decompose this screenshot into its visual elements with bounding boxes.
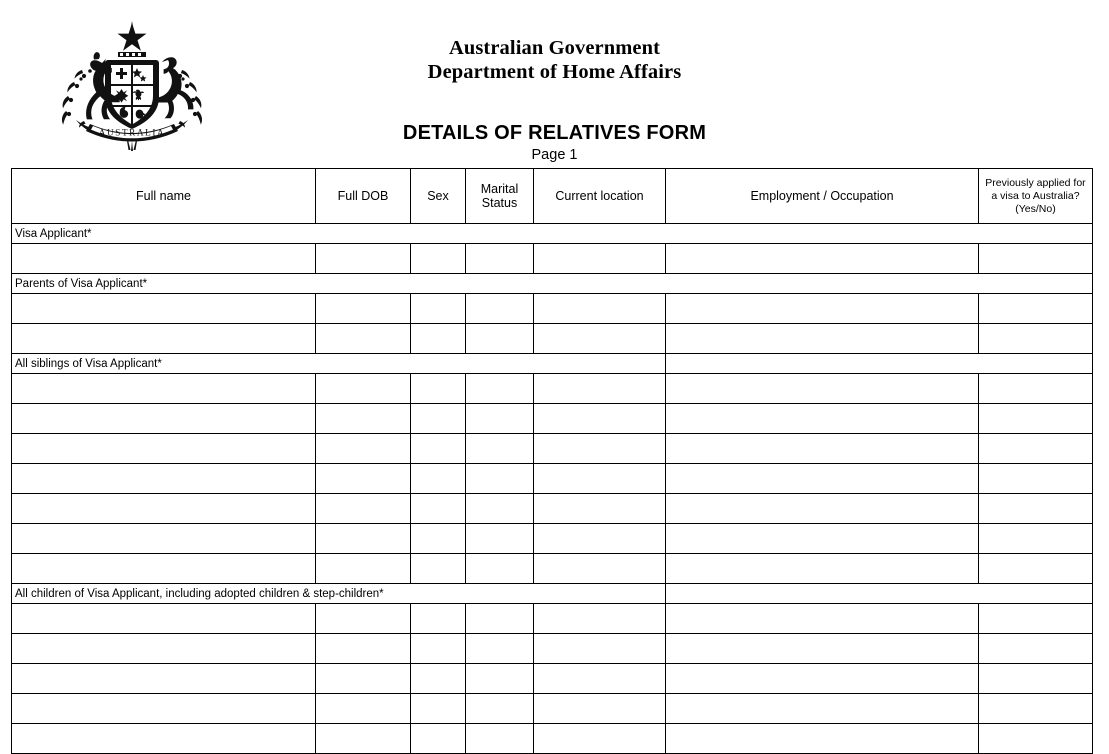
cell-current-location[interactable]: [534, 664, 666, 694]
cell-marital-status[interactable]: [466, 324, 534, 354]
section-header-row: [12, 584, 1093, 604]
section-shade-cell: [666, 354, 1093, 374]
cell-full-dob[interactable]: [316, 244, 411, 274]
column-header-marital-status: [466, 169, 534, 224]
cell-full-name[interactable]: [12, 604, 316, 634]
table-row: [12, 494, 1093, 524]
government-title-line1: Australian Government: [448, 37, 661, 59]
cell-full-dob[interactable]: [316, 724, 411, 754]
cell-sex[interactable]: [411, 324, 466, 354]
previously-applied-line3: (Yes/No): [1015, 202, 1056, 215]
cell-marital-status[interactable]: [466, 664, 534, 694]
cell-previously-applied[interactable]: [979, 494, 1093, 524]
table-row: [12, 374, 1093, 404]
cell-full-dob[interactable]: [316, 294, 411, 324]
column-header-previously-applied: [979, 169, 1093, 224]
cell-sex[interactable]: [411, 634, 466, 664]
cell-full-dob[interactable]: [316, 604, 411, 634]
cell-employment-occupation[interactable]: [666, 374, 979, 404]
cell-current-location[interactable]: [534, 324, 666, 354]
cell-full-dob[interactable]: [316, 434, 411, 464]
cell-current-location[interactable]: [534, 494, 666, 524]
cell-full-dob[interactable]: [316, 464, 411, 494]
cell-current-location[interactable]: [534, 294, 666, 324]
table-row: [12, 434, 1093, 464]
cell-full-dob[interactable]: [316, 694, 411, 724]
cell-full-name[interactable]: [12, 324, 316, 354]
cell-marital-status[interactable]: [466, 374, 534, 404]
cell-employment-occupation[interactable]: [666, 464, 979, 494]
cell-employment-occupation[interactable]: [666, 634, 979, 664]
cell-employment-occupation[interactable]: [666, 244, 979, 274]
cell-full-name[interactable]: [12, 724, 316, 754]
section-label: All siblings of Visa Applicant*: [12, 354, 666, 374]
cell-full-name[interactable]: [12, 554, 316, 584]
table-row: [12, 554, 1093, 584]
cell-full-name[interactable]: [12, 294, 316, 324]
cell-marital-status[interactable]: [466, 404, 534, 434]
table-header-row: [12, 169, 1093, 224]
cell-current-location[interactable]: [534, 434, 666, 464]
cell-sex[interactable]: [411, 494, 466, 524]
document-header: [0, 0, 1109, 163]
cell-previously-applied[interactable]: [979, 604, 1093, 634]
cell-previously-applied[interactable]: [979, 324, 1093, 354]
cell-previously-applied[interactable]: [979, 434, 1093, 464]
section-header-row: [12, 354, 1093, 374]
cell-employment-occupation[interactable]: [666, 404, 979, 434]
cell-full-dob[interactable]: [316, 374, 411, 404]
section-shade-cell: [666, 584, 1093, 604]
cell-full-dob[interactable]: [316, 634, 411, 664]
cell-marital-status[interactable]: [466, 494, 534, 524]
cell-sex[interactable]: [411, 244, 466, 274]
cell-employment-occupation[interactable]: [666, 694, 979, 724]
section-label: Visa Applicant*: [12, 224, 1093, 244]
cell-previously-applied[interactable]: [979, 464, 1093, 494]
cell-full-dob[interactable]: [316, 324, 411, 354]
table-row: [12, 634, 1093, 664]
table-row: [12, 464, 1093, 494]
cell-full-name[interactable]: [12, 524, 316, 554]
cell-marital-status[interactable]: [466, 294, 534, 324]
cell-sex[interactable]: [411, 604, 466, 634]
cell-employment-occupation[interactable]: [666, 294, 979, 324]
column-header-full-dob: Full DOB: [316, 169, 411, 224]
cell-sex[interactable]: [411, 664, 466, 694]
cell-current-location[interactable]: [534, 634, 666, 664]
cell-full-name[interactable]: [12, 464, 316, 494]
cell-full-name[interactable]: [12, 434, 316, 464]
cell-full-name[interactable]: [12, 664, 316, 694]
cell-marital-status[interactable]: [466, 604, 534, 634]
relatives-table-container: [11, 168, 1092, 754]
cell-marital-status[interactable]: [466, 524, 534, 554]
cell-previously-applied[interactable]: [979, 294, 1093, 324]
cell-employment-occupation[interactable]: [666, 554, 979, 584]
table-row: [12, 244, 1093, 274]
cell-previously-applied[interactable]: [979, 374, 1093, 404]
cell-full-dob[interactable]: [316, 524, 411, 554]
relatives-table-body: [12, 224, 1093, 754]
cell-current-location[interactable]: [534, 724, 666, 754]
cell-employment-occupation[interactable]: [666, 664, 979, 694]
cell-current-location[interactable]: [534, 464, 666, 494]
cell-marital-status[interactable]: [466, 244, 534, 274]
cell-employment-occupation[interactable]: [666, 434, 979, 464]
cell-sex[interactable]: [411, 694, 466, 724]
table-row: [12, 294, 1093, 324]
cell-employment-occupation[interactable]: [666, 604, 979, 634]
government-title: [0, 36, 1109, 84]
section-header-row: [12, 224, 1093, 244]
government-title-line2: Department of Home Affairs: [427, 61, 682, 83]
cell-current-location[interactable]: [534, 694, 666, 724]
column-header-full-name: Full name: [12, 169, 316, 224]
cell-sex[interactable]: [411, 554, 466, 584]
cell-employment-occupation[interactable]: [666, 524, 979, 554]
cell-full-dob[interactable]: [316, 554, 411, 584]
table-row: [12, 404, 1093, 434]
cell-sex[interactable]: [411, 724, 466, 754]
cell-previously-applied[interactable]: [979, 244, 1093, 274]
cell-full-dob[interactable]: [316, 404, 411, 434]
cell-previously-applied[interactable]: [979, 554, 1093, 584]
cell-previously-applied[interactable]: [979, 664, 1093, 694]
cell-current-location[interactable]: [534, 604, 666, 634]
cell-previously-applied[interactable]: [979, 724, 1093, 754]
cell-previously-applied[interactable]: [979, 634, 1093, 664]
cell-marital-status[interactable]: [466, 724, 534, 754]
table-row: [12, 664, 1093, 694]
column-header-employment-occupation: Employment / Occupation: [666, 169, 979, 224]
cell-current-location[interactable]: [534, 404, 666, 434]
table-row: [12, 324, 1093, 354]
cell-sex[interactable]: [411, 434, 466, 464]
cell-previously-applied[interactable]: [979, 694, 1093, 724]
table-row: [12, 524, 1093, 554]
cell-full-dob[interactable]: [316, 494, 411, 524]
cell-marital-status[interactable]: [466, 694, 534, 724]
section-label: Parents of Visa Applicant*: [12, 274, 1093, 294]
cell-current-location[interactable]: [534, 524, 666, 554]
cell-sex[interactable]: [411, 374, 466, 404]
cell-full-name[interactable]: [12, 374, 316, 404]
section-header-row: [12, 274, 1093, 294]
cell-full-name[interactable]: [12, 404, 316, 434]
cell-full-name[interactable]: [12, 694, 316, 724]
table-row: [12, 604, 1093, 634]
previously-applied-line2: a visa to Australia?: [991, 189, 1080, 202]
section-label: All children of Visa Applicant, including adopted children & step-children*: [12, 584, 666, 604]
cell-employment-occupation[interactable]: [666, 494, 979, 524]
page-title: DETAILS OF RELATIVES FORM: [402, 122, 707, 144]
cell-marital-status[interactable]: [466, 554, 534, 584]
coat-of-arms-scroll-text: AUSTRALIA: [98, 127, 166, 138]
cell-current-location[interactable]: [534, 244, 666, 274]
cell-sex[interactable]: [411, 294, 466, 324]
cell-marital-status[interactable]: [466, 434, 534, 464]
table-row: [12, 694, 1093, 724]
cell-sex[interactable]: [411, 404, 466, 434]
marital-status-line1: Marital: [480, 182, 519, 196]
column-header-current-location: Current location: [534, 169, 666, 224]
column-header-sex: Sex: [411, 169, 466, 224]
cell-current-location[interactable]: [534, 374, 666, 404]
cell-sex[interactable]: [411, 464, 466, 494]
cell-full-name[interactable]: [12, 634, 316, 664]
cell-previously-applied[interactable]: [979, 404, 1093, 434]
cell-previously-applied[interactable]: [979, 524, 1093, 554]
table-row: [12, 724, 1093, 754]
marital-status-line2: Status: [481, 196, 518, 210]
page-number-label: Page 1: [531, 147, 578, 163]
relatives-table: [11, 168, 1093, 754]
cell-sex[interactable]: [411, 524, 466, 554]
cell-full-name[interactable]: [12, 244, 316, 274]
cell-marital-status[interactable]: [466, 464, 534, 494]
cell-current-location[interactable]: [534, 554, 666, 584]
cell-marital-status[interactable]: [466, 634, 534, 664]
cell-full-name[interactable]: [12, 494, 316, 524]
previously-applied-line1: Previously applied for: [985, 176, 1086, 189]
cell-employment-occupation[interactable]: [666, 324, 979, 354]
cell-full-dob[interactable]: [316, 664, 411, 694]
cell-employment-occupation[interactable]: [666, 724, 979, 754]
